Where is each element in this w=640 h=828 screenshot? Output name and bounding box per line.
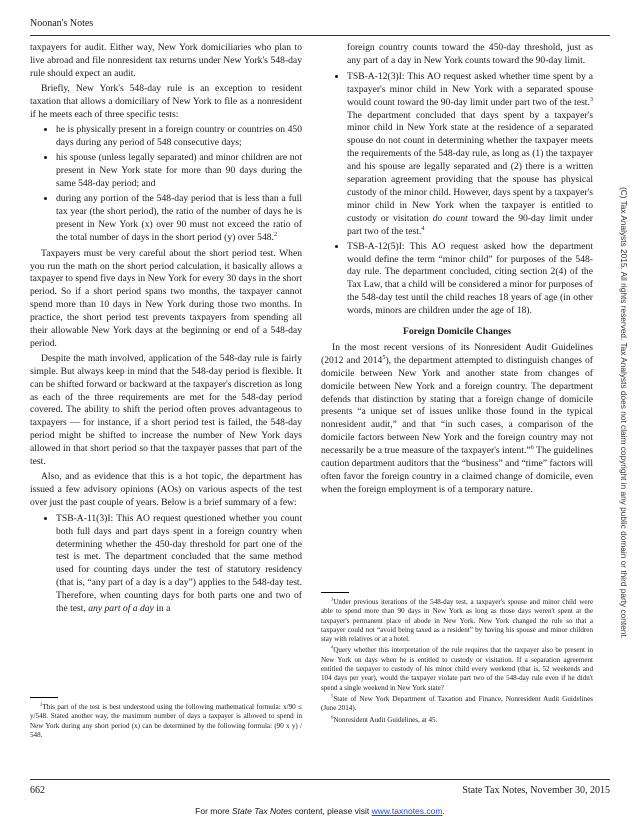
header-divider	[30, 35, 610, 36]
footnote-ref: 4	[421, 224, 425, 232]
left-column	[30, 42, 302, 619]
list-item: • his spouse (unless legally separated) and minor children are not present in New York state for more than 90 days during the same 548-day period; and	[56, 151, 302, 191]
footnote-text: Query whether this interpretation of the rule requires that the taxpayer also be present in New York on days when he is entitled to custody or visitation. If a separation agreement entitled the taxpayer to custody of his minor child every weekend (that is, 52 weekends and 104 days per year), would the taxpayer violate part two of the 548-day rule even if he didn't spend a single weekend in New York state?	[321, 646, 593, 692]
paragraph: Despite the math involved, application of the 548-day rule is fairly simple. But always keep in mind that the 548-day period is flexible. It can be shifted forward or backward at the taxpayer's discretion as long as each of the three requirements are met for the 548-day period covered. The ability to shift the period often proves advantageous to taxpayers — for instance, if a short period test is failed, the 548-day period might be shifted to increase the number of New York days allowed in that short period so that the taxpayer passes that part of the test.	[30, 352, 302, 468]
footnote-text: Nonresident Audit Guidelines, at 45.	[333, 715, 438, 724]
footnote-ref: 6	[530, 444, 534, 451]
footnote	[321, 598, 593, 644]
publication-line: State Tax Notes, November 30, 2015	[462, 785, 610, 796]
running-head: Noonan's Notes	[30, 18, 94, 29]
paragraph: Taxpayers must be very careful about the short period test. When you run the math on the short period calculation, it basically allows a taxpayer to spend five days in New York for every 30 days in the short period. So if a short period spans two months, the taxpayer cannot spend more than 10 days in New York during those two months. In practice, the short period test prevents taxpayers from spending all their allowable New York days at the beginning or end of a 548-day period.	[30, 247, 302, 349]
footnote-divider	[321, 592, 349, 593]
footnote-text: State of New York Department of Taxation and Finance, Nonresident Audit Guidelines (June 2014).	[321, 694, 593, 713]
footnote	[321, 716, 593, 725]
footnotes-right	[321, 592, 593, 727]
list-item	[56, 512, 302, 616]
continued-item: foreign country counts toward the 450-day threshold, just as any part of a day in New York counts toward the 90-day limit.	[347, 42, 593, 66]
list-item: • he is physically present in a foreign country or countries on 450 days during any period of 548 consecutive days;	[56, 123, 302, 150]
footnotes-left	[30, 697, 302, 742]
promo-text: content, please visit	[294, 806, 370, 816]
promo-note	[0, 806, 640, 816]
list-item	[347, 70, 593, 239]
footnote-ref: 5	[382, 353, 386, 361]
list-item-text: during any portion of the 548-day period that is less than a full tax year (the short period), the ratio of the number of days he is present in New York (x) over 90 must not exceed the ratio of the total number of days in the short period (y) over 548.	[56, 192, 302, 243]
paragraph: Also, and as evidence that this is a hot topic, the department has issued a few advisory opinions (AOs) on various aspects of the test over just the past couple of years. Below is a brief summary of a few:	[30, 471, 302, 508]
ao-list	[30, 512, 302, 616]
footnote-ref: 3	[589, 95, 593, 103]
footnote	[321, 695, 593, 714]
footer-divider	[30, 779, 610, 780]
footnote-divider	[30, 697, 58, 698]
paragraph-text: ), the department attempted to distinguish changes of domicile between New York and another state from changes of domicile between New York and a foreign country. The department defends that distinction by stating that a foreign change of domicile presents “a unique set of issues unlike those found in the typical nonresident audit,” and that “in such cases, a comparison of the domicile factors between New York and the foreign country may not necessarily be a true measure of the taxpayer's intent.”	[321, 354, 593, 457]
footnote-text: This part of the test is best understood using the following mathematical formula: x/90 ≤ y/548. Stated another way, the maximum number of days a taxpayer is allowed to spend in New York during any short period (x) can be determined by the following formula: (90 x y) / 548.	[30, 703, 302, 739]
footnote	[30, 703, 302, 740]
promo-italic: State Tax Notes	[232, 806, 293, 816]
promo-period: .	[442, 806, 445, 816]
list-item-text: toward the 90-day limit under part two of the test.	[347, 212, 593, 237]
list-item: • TSB-A-12(5)I: This AO request asked how the department would define the term “minor child” for purposes of the 548-day rule. The department concluded, citing section 2(4) of the Tax Law, that a child will be considered a minor for purposes of the 548-day test until the child reaches 18 years of age (in other words, minors are children under the age of 18).	[347, 240, 593, 318]
paragraph-text: In the most recent versions of its Nonresident Audit Guidelines (2012 and 2014	[321, 341, 593, 366]
paragraph: taxpayers for audit. Either way, New York domiciliaries who plan to live abroad and file nonresident tax returns under New York's 548-day rule should expect an audit.	[30, 42, 302, 79]
footnote-number: 4	[331, 645, 334, 651]
right-column	[321, 42, 593, 499]
footnote	[321, 646, 593, 692]
list-item-text: TSB-A-11(3)I: This AO request questioned whether you count both full days and part days spent in a foreign country when determining whether the 450-day threshold for part one of the test is met. The department concluded that the same method used for counting days under the test of statutory residency (that is, “any part of a day is a day”) applies to the 548-day test. Therefore, when counting days for both parts one and two of the test,	[56, 512, 302, 615]
footnote-number: 5	[331, 693, 334, 699]
page-number: 662	[30, 785, 45, 796]
emphasis: do count	[432, 212, 468, 224]
footnote-text: Under previous iterations of the 548-day test, a taxpayer's spouse and minor child were able to spend more than 90 days in New York as long as those days weren't spent at the taxpayer's permanent place of abode in New York. New York changed the rule so that a taxpayer could not “avoid being taxed as a resident” by having his spouse and minor children stay with relatives or at a hotel.	[321, 598, 593, 644]
paragraph-text: The guidelines caution department auditors that the “business” and “time” factors will often favor the foreign country in a claimed change of domicile, even when the foreign employment is of a temporary nature.	[321, 445, 593, 495]
list-item-text: The department concluded that days spent by a taxpayer's minor child in New York state at the residence of a separated spouse do not count in determining whether the taxpayer meets the requirements of the 548-day rule, as long as (1) the taxpayer and his spouse are legally separated and (2) there is a written separation agreement providing that the spouse has physical custody of the minor child. However, days spent by a taxpayer's minor child in New York when the taxpayer is entitled to custody or visitation	[347, 109, 593, 224]
taxnotes-link[interactable]: www.taxnotes.com	[371, 806, 443, 816]
emphasis: any part of a day	[88, 603, 154, 615]
ao-list-continued	[321, 70, 593, 318]
footnote-ref: 2	[273, 230, 278, 238]
paragraph: Briefly, New York's 548-day rule is an exception to resident taxation that allows a domiciliary of New York to file as a nonresident if he meets each of three specific tests:	[30, 82, 302, 120]
list-item-text: TSB-A-12(3)I: This AO request asked whether time spent by a taxpayer's minor child in New York with a separated spouse would count toward the 90-day limit under part two of the test.	[347, 70, 593, 108]
promo-text: For more	[195, 806, 230, 816]
footnote-number: 2	[40, 701, 43, 707]
section-heading: Foreign Domicile Changes	[402, 326, 511, 338]
list-item	[56, 192, 302, 245]
footnote-number: 6	[331, 714, 334, 720]
footnote-number: 3	[331, 596, 334, 602]
copyright-notice: (C) Tax Analysts 2015. All rights reserved. Tax Analysts does not claim copyright in any public domain or third party content.	[619, 186, 629, 640]
test-list	[30, 123, 302, 244]
list-item-text: in a	[156, 603, 171, 615]
paragraph	[321, 342, 593, 497]
